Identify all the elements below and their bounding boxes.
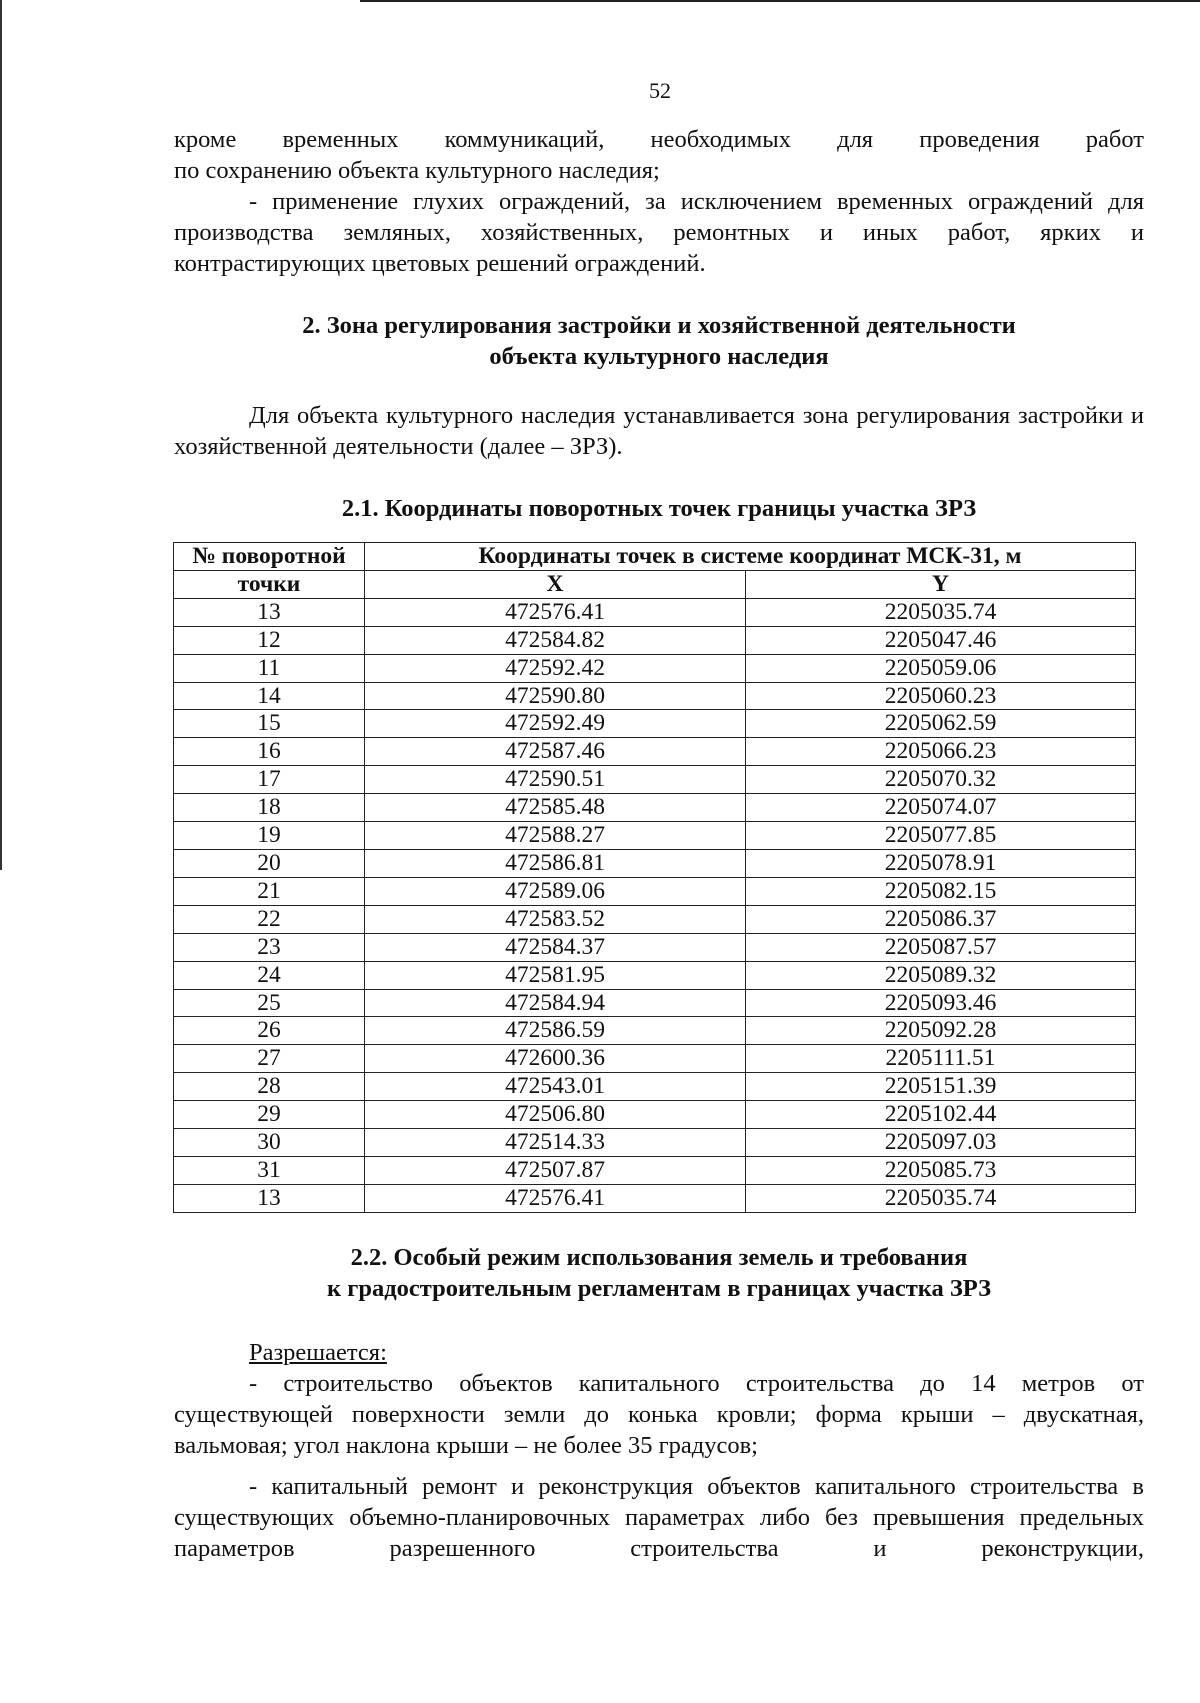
table-row — [174, 738, 1136, 766]
coordinates-table — [173, 542, 1136, 1213]
point-number: 11 — [174, 654, 365, 682]
table-row — [174, 794, 1136, 822]
y-value: 2205035.74 — [746, 598, 1136, 626]
point-number: 17 — [174, 766, 365, 794]
y-value: 2205102.44 — [746, 1101, 1136, 1129]
point-number-header-line-2: точки — [174, 570, 365, 598]
point-number: 30 — [174, 1129, 365, 1157]
table-row — [174, 1045, 1136, 1073]
y-header: Y — [746, 570, 1136, 598]
y-value: 2205111.51 — [746, 1045, 1136, 1073]
y-value: 2205074.07 — [746, 794, 1136, 822]
x-value: 472576.41 — [365, 598, 746, 626]
x-value: 472590.80 — [365, 682, 746, 710]
table-row — [174, 1017, 1136, 1045]
table-row — [174, 961, 1136, 989]
x-value: 472592.49 — [365, 710, 746, 738]
point-number: 27 — [174, 1045, 365, 1073]
bullet-fencing: - применение глухих ограждений, за исключением временных ограждений для производства земляных, хозяйственных, ремонтных и иных работ, ярких и контрастирующих цветовых решений ограждений. — [174, 188, 1144, 277]
y-value: 2205062.59 — [746, 710, 1136, 738]
y-value: 2205092.28 — [746, 1017, 1136, 1045]
table-row — [174, 626, 1136, 654]
x-value: 472583.52 — [365, 905, 746, 933]
x-value: 472543.01 — [365, 1073, 746, 1101]
table-row — [174, 1184, 1136, 1212]
point-number: 25 — [174, 989, 365, 1017]
table-row — [174, 822, 1136, 850]
point-number: 12 — [174, 626, 365, 654]
x-value: 472584.82 — [365, 626, 746, 654]
intro-line-2: по сохранению объекта культурного наследия; — [174, 157, 660, 184]
section-2-2-heading — [174, 1242, 1144, 1304]
point-number: 31 — [174, 1156, 365, 1184]
y-value: 2205085.73 — [746, 1156, 1136, 1184]
point-number: 24 — [174, 961, 365, 989]
y-value: 2205087.57 — [746, 933, 1136, 961]
table-row — [174, 766, 1136, 794]
document-body — [174, 124, 1144, 1564]
section-2-heading-line-1: 2. Зона регулирования застройки и хозяйственной деятельности — [302, 312, 1016, 339]
point-number: 23 — [174, 933, 365, 961]
x-value: 472584.94 — [365, 989, 746, 1017]
point-number: 15 — [174, 710, 365, 738]
table-row — [174, 905, 1136, 933]
point-number-header: № поворотной — [174, 543, 365, 571]
y-value: 2205097.03 — [746, 1129, 1136, 1157]
table-row — [174, 598, 1136, 626]
allowed-label: Разрешается: — [249, 1338, 387, 1366]
x-value: 472586.81 — [365, 849, 746, 877]
y-value: 2205060.23 — [746, 682, 1136, 710]
point-number: 20 — [174, 849, 365, 877]
y-value: 2205077.85 — [746, 822, 1136, 850]
table-row — [174, 877, 1136, 905]
intro-line-1: кроме временных коммуникаций, необходимых для проведения работ — [174, 126, 1144, 153]
scan-edge-top — [360, 0, 1200, 2]
section-2-paragraph: Для объекта культурного наследия устанавливается зона регулирования застройки и хозяйственной деятельности (далее – ЗРЗ). — [174, 402, 1144, 460]
table-row — [174, 682, 1136, 710]
y-value: 2205047.46 — [746, 626, 1136, 654]
table-row — [174, 933, 1136, 961]
x-value: 472581.95 — [365, 961, 746, 989]
x-value: 472586.59 — [365, 1017, 746, 1045]
y-value: 2205082.15 — [746, 877, 1136, 905]
table-row — [174, 849, 1136, 877]
x-value: 472576.41 — [365, 1184, 746, 1212]
point-number: 18 — [174, 794, 365, 822]
point-number: 14 — [174, 682, 365, 710]
y-value: 2205093.46 — [746, 989, 1136, 1017]
table-row — [174, 1129, 1136, 1157]
table-row — [174, 1073, 1136, 1101]
table-row — [174, 989, 1136, 1017]
x-value: 472589.06 — [365, 877, 746, 905]
coords-system-header: Координаты точек в системе координат МСК-31, м — [365, 543, 1136, 571]
x-value: 472590.51 — [365, 766, 746, 794]
y-value: 2205035.74 — [746, 1184, 1136, 1212]
table-row — [174, 1156, 1136, 1184]
point-number: 26 — [174, 1017, 365, 1045]
table-row — [174, 1101, 1136, 1129]
point-number: 28 — [174, 1073, 365, 1101]
y-value: 2205089.32 — [746, 961, 1136, 989]
point-number: 22 — [174, 905, 365, 933]
section-2-2-heading-line-1: 2.2. Особый режим использования земель и требования — [350, 1243, 968, 1271]
allowed-item-repair: - капитальный ремонт и реконструкция объектов капитального строительства в существующих объемно-планировочных параметрах либо без превышения предельных параметров разрешенного строительства и реконструкции, — [174, 1472, 1144, 1562]
x-header: X — [365, 570, 746, 598]
section-2-2-heading-line-2: к градостроительным регламентам в границах участка ЗРЗ — [326, 1274, 991, 1302]
y-value: 2205078.91 — [746, 849, 1136, 877]
point-number: 13 — [174, 1184, 365, 1212]
allowed-item-construction: - строительство объектов капитального строительства до 14 метров от существующей поверхности земли до конька кровли; форма крыши – двускатная, вальмовая; угол наклона крыши – не более 35 градусов; — [174, 1369, 1144, 1459]
x-value: 472588.27 — [365, 822, 746, 850]
x-value: 472507.87 — [365, 1156, 746, 1184]
point-number: 19 — [174, 822, 365, 850]
point-number: 16 — [174, 738, 365, 766]
x-value: 472585.48 — [365, 794, 746, 822]
section-2-heading-line-2: объекта культурного наследия — [489, 343, 829, 370]
point-number: 21 — [174, 877, 365, 905]
table-row — [174, 654, 1136, 682]
x-value: 472514.33 — [365, 1129, 746, 1157]
x-value: 472584.37 — [365, 933, 746, 961]
section-2-heading — [174, 310, 1144, 372]
table-row — [174, 710, 1136, 738]
section-2-1-heading: 2.1. Координаты поворотных точек границы участка ЗРЗ — [341, 495, 977, 522]
y-value: 2205086.37 — [746, 905, 1136, 933]
y-value: 2205059.06 — [746, 654, 1136, 682]
x-value: 472600.36 — [365, 1045, 746, 1073]
y-value: 2205151.39 — [746, 1073, 1136, 1101]
x-value: 472506.80 — [365, 1101, 746, 1129]
x-value: 472587.46 — [365, 738, 746, 766]
page-number: 52 — [649, 78, 671, 103]
scan-edge-left — [0, 0, 2, 870]
y-value: 2205070.32 — [746, 766, 1136, 794]
x-value: 472592.42 — [365, 654, 746, 682]
y-value: 2205066.23 — [746, 738, 1136, 766]
point-number: 13 — [174, 598, 365, 626]
point-number: 29 — [174, 1101, 365, 1129]
